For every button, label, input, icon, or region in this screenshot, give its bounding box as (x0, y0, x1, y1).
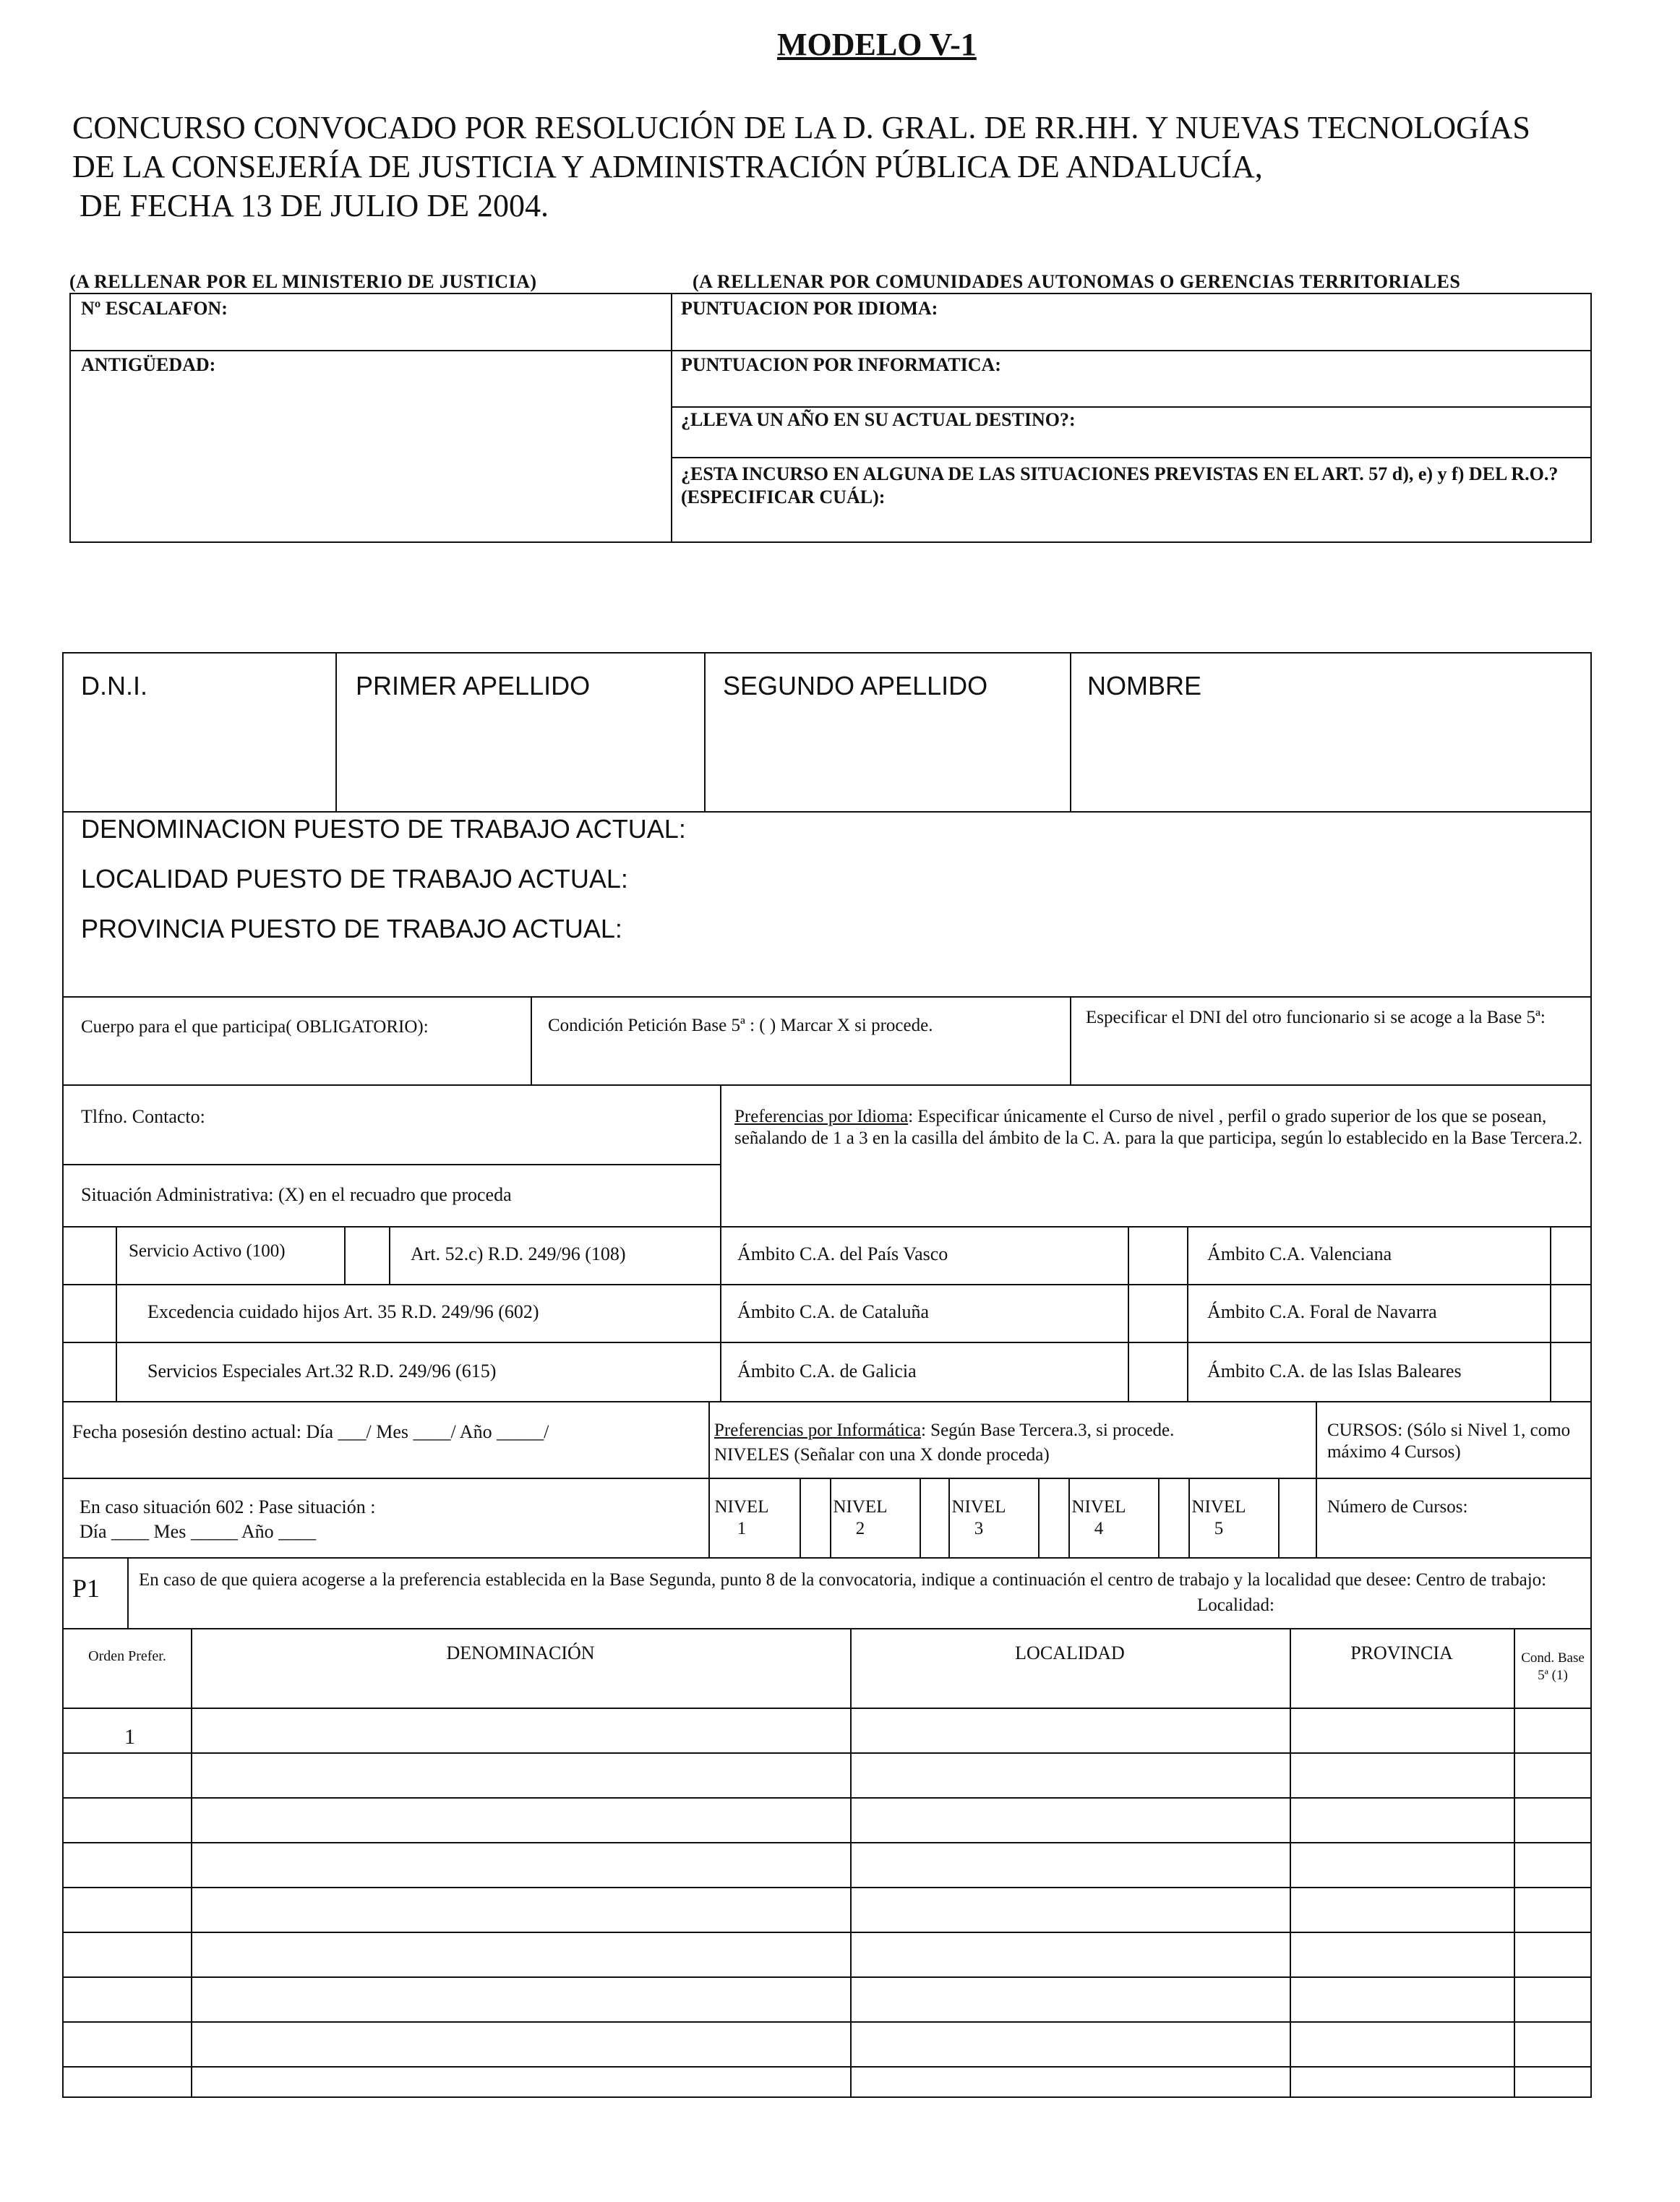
box-navarra[interactable] (1551, 1285, 1590, 1340)
nivel-4-checkbox[interactable] (1160, 1479, 1187, 1556)
box-valenciana[interactable] (1551, 1228, 1590, 1282)
localidad-label: LOCALIDAD PUESTO DE TRABAJO ACTUAL: (81, 864, 628, 894)
nivel-3-label: NIVEL (951, 1497, 1006, 1517)
ministerio-header: (A RELLENAR POR EL MINISTERIO DE JUSTICIA) (69, 271, 537, 292)
ambito-valenciana-label: Ámbito C.A. Valenciana (1207, 1243, 1392, 1264)
nivel-5-checkbox[interactable] (1280, 1479, 1314, 1556)
situacion-label: Situación Administrativa: (X) en el recuadro que proceda (81, 1184, 512, 1205)
ambito-navarra-label: Ámbito C.A. Foral de Navarra (1207, 1301, 1437, 1322)
p1-label: P1 (72, 1574, 100, 1603)
fecha-posesion-label: Fecha posesión destino actual: Día ___/ Mes ____/ Año _____/ (72, 1421, 549, 1442)
nivel-5-num: 5 (1214, 1519, 1224, 1538)
informatica-score-label: PUNTUACION POR INFORMATICA: (681, 354, 1001, 375)
checkbox-servicio-activo[interactable] (344, 1226, 389, 1284)
form-title: MODELO V-1 (777, 27, 977, 62)
servicio-activo-label: Servicio Activo (100) (129, 1242, 286, 1261)
numero-cursos-label: Número de Cursos: (1327, 1497, 1468, 1517)
nivel-5 (1190, 1496, 1248, 1540)
pref-idioma-text: : Especificar únicamente el Curso de nivel , perfil o grado superior de los que se posean, señalando de 1 a 3 en la casilla del ámbito de la C. A. para la que participa, según lo establecido en la Base Tercera.2. (734, 1107, 1583, 1148)
cursos-label: CURSOS: (Sólo si Nivel 1, como máximo 4 Cursos) (1327, 1421, 1571, 1462)
situacion602-line2: Día ____ Mes _____ Año ____ (80, 1521, 317, 1542)
incurso-question: ¿ESTA INCURSO EN ALGUNA DE LAS SITUACIONES PREVISTAS EN EL ART. 57 d), e) y f) DEL R.O.? (ESPECIFICAR CUÁL): (681, 463, 1559, 507)
niveles-label: NIVELES (Señalar con una X donde proceda) (714, 1445, 1050, 1465)
telefono-label: Tlfno. Contacto: (81, 1106, 205, 1127)
excedencia-label: Excedencia cuidado hijos Art. 35 R.D. 249/96 (602) (147, 1301, 539, 1322)
col-denominacion-header: DENOMINACIÓN (446, 1642, 595, 1663)
box-baleares[interactable] (1551, 1343, 1590, 1400)
ambito-cataluna-label: Ámbito C.A. de Cataluña (737, 1301, 930, 1322)
nivel-5-label: NIVEL (1191, 1497, 1246, 1517)
pref-idioma-title: Preferencias por Idioma (734, 1107, 909, 1126)
cuerpo-label: Cuerpo para el que participa( OBLIGATORIO): (81, 1017, 429, 1037)
destino-question: ¿LLEVA UN AÑO EN SU ACTUAL DESTINO?: (681, 409, 1076, 430)
primer-apellido-label: PRIMER APELLIDO (356, 671, 591, 701)
especificar-dni-label: Especificar el DNI del otro funcionario si se acoge a la Base 5ª: (1086, 1008, 1546, 1027)
admin-divider (671, 293, 672, 543)
checkbox-excedencia[interactable] (69, 1285, 114, 1340)
nivel-2-checkbox[interactable] (921, 1479, 947, 1556)
nivel-4 (1070, 1496, 1128, 1540)
art52-label: Art. 52.c) R.D. 249/96 (108) (411, 1243, 626, 1264)
provincia-label: PROVINCIA PUESTO DE TRABAJO ACTUAL: (81, 914, 622, 943)
pref-informatica-title: Preferencias por Informática (714, 1421, 921, 1440)
ambito-vasco-label: Ámbito C.A. del País Vasco (737, 1243, 948, 1264)
pref-informatica-text: : Según Base Tercera.3, si procede. (920, 1421, 1175, 1440)
nivel-2-label: NIVEL (833, 1497, 888, 1517)
nombre-label: NOMBRE (1087, 671, 1202, 701)
box-vasco[interactable] (1129, 1228, 1186, 1282)
nivel-1-checkbox[interactable] (801, 1479, 828, 1556)
col-cond-header: Cond. Base 5ª (1) (1521, 1650, 1585, 1683)
condicion-label: Condición Petición Base 5ª : ( ) Marcar X si procede. (548, 1016, 933, 1035)
segundo-apellido-label: SEGUNDO APELLIDO (723, 671, 988, 701)
box-galicia[interactable] (1129, 1343, 1186, 1400)
antiguedad-label: ANTIGÜEDAD: (81, 354, 216, 375)
nivel-1-num: 1 (737, 1519, 747, 1538)
escalafon-label: Nº ESCALAFON: (81, 298, 228, 319)
ambito-galicia-label: Ámbito C.A. de Galicia (737, 1361, 917, 1381)
heading-line-1: CONCURSO CONVOCADO POR RESOLUCIÓN DE LA D. GRAL. DE RR.HH. Y NUEVAS TECNOLOGÍAS (72, 110, 1530, 145)
comunidades-header: (A RELLENAR POR COMUNIDADES AUTONOMAS O GERENCIAS TERRITORIALES (693, 271, 1461, 292)
p1-text: En caso de que quiera acogerse a la preferencia establecida en la Base Segunda, punto 8 de la convocatoria, indique a continuación el centro de trabajo y la localidad que desee: Centro de trabajo: (139, 1570, 1547, 1590)
heading-line-3: DE FECHA 13 DE JULIO DE 2004. (80, 188, 549, 223)
denominacion-label: DENOMINACION PUESTO DE TRABAJO ACTUAL: (81, 814, 686, 844)
pref-informatica-block (714, 1420, 1174, 1441)
checkbox-especiales[interactable] (69, 1343, 114, 1400)
p1-localidad-label: Localidad: (1197, 1595, 1274, 1615)
situacion602-line1: En caso situación 602 : Pase situación : (80, 1496, 376, 1517)
box-cataluna[interactable] (1129, 1285, 1186, 1340)
pref-idioma-block (734, 1106, 1585, 1149)
especiales-label: Servicios Especiales Art.32 R.D. 249/96 (615) (147, 1361, 497, 1381)
dni-label: D.N.I. (81, 671, 148, 701)
heading-line-2: DE LA CONSEJERÍA DE JUSTICIA Y ADMINISTRACIÓN PÚBLICA DE ANDALUCÍA, (72, 149, 1263, 184)
row-1-order: 1 (124, 1725, 135, 1749)
nivel-3 (950, 1496, 1008, 1540)
nivel-2-num: 2 (855, 1519, 865, 1538)
col-localidad-header: LOCALIDAD (1015, 1642, 1125, 1663)
col-provincia-header: PROVINCIA (1350, 1642, 1453, 1663)
ambito-baleares-label: Ámbito C.A. de las Islas Baleares (1207, 1361, 1462, 1381)
nivel-2 (831, 1496, 889, 1540)
nivel-3-checkbox[interactable] (1040, 1479, 1067, 1556)
nivel-4-num: 4 (1094, 1519, 1104, 1538)
nivel-4-label: NIVEL (1071, 1497, 1126, 1517)
nivel-3-num: 3 (974, 1519, 984, 1538)
nivel-1 (713, 1496, 771, 1540)
idioma-score-label: PUNTUACION POR IDIOMA: (681, 298, 938, 319)
col-orden-header: Orden Prefer. (88, 1648, 166, 1664)
nivel-1-label: NIVEL (714, 1497, 769, 1517)
